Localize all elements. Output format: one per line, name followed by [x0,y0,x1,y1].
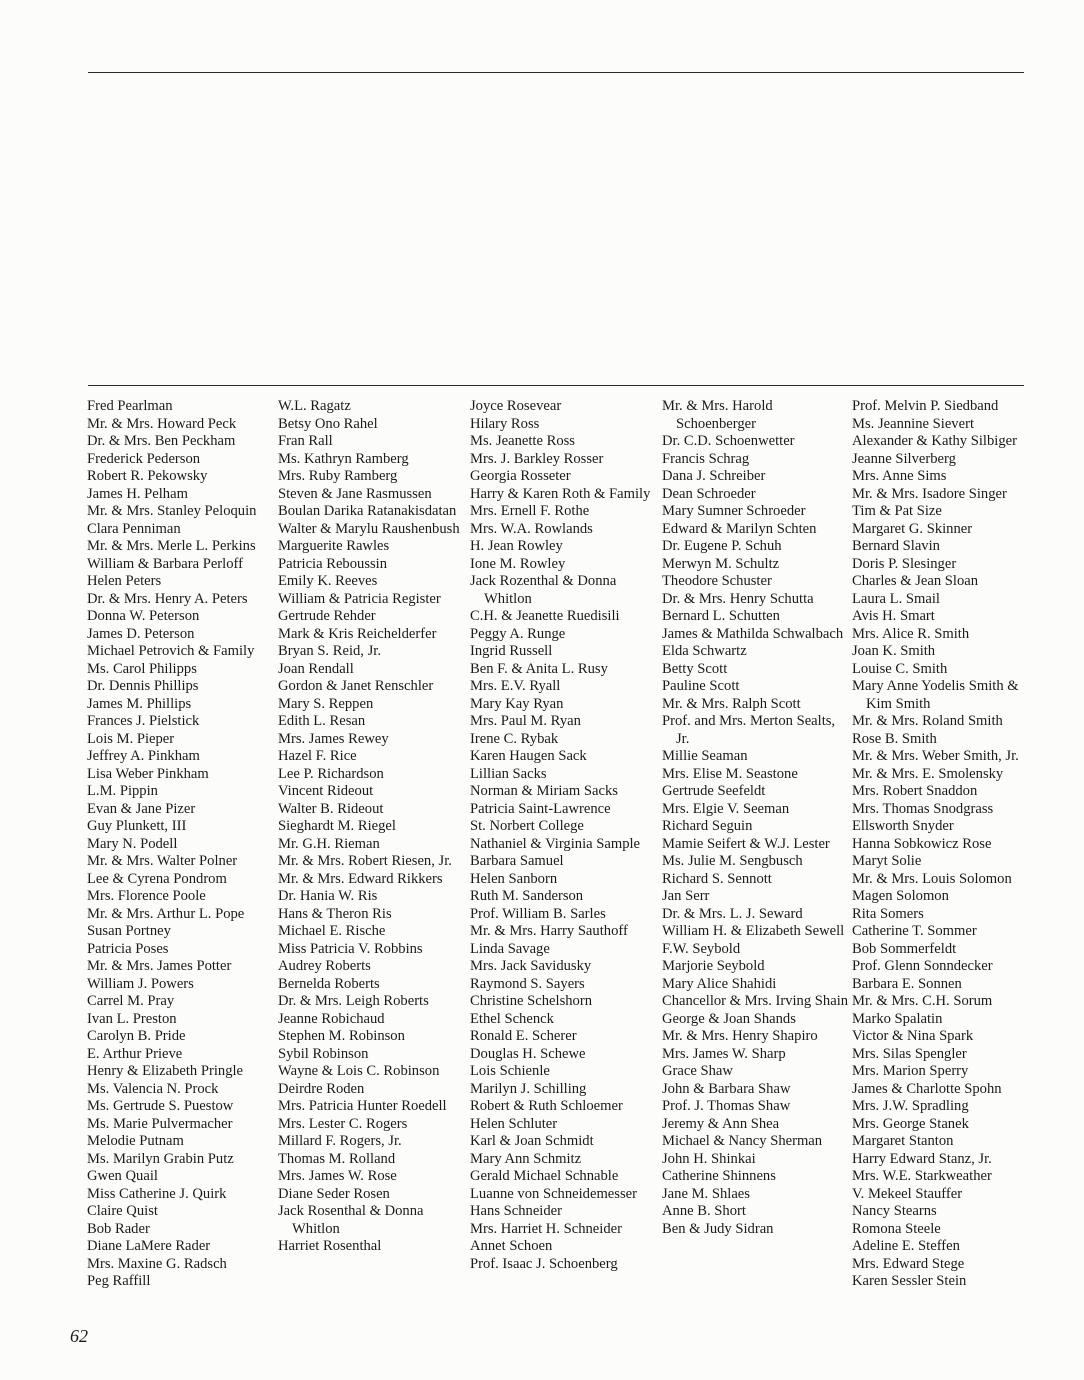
donor-name: Mary S. Reppen [278,695,374,712]
donor-name: Robert R. Pekowsky [87,468,208,484]
donor-name: Mrs. Maxine G. Radsch [87,1255,227,1272]
donor-name: Marko Spalatin [852,1010,943,1027]
donor-name: Margaret G. Skinner [852,520,973,537]
donor-name: Louise C. Smith [852,660,948,677]
donor-name: Prof. Glenn Sonndecker [852,958,993,974]
donor-name: Jeanne Robichaud [278,1010,385,1027]
donor-name: Barbara Samuel [470,853,564,869]
donor-name: Ben F. & Anita L. Rusy [470,660,608,677]
donor-name: Robert & Ruth Schloemer [470,1098,623,1114]
donor-name: Mr. & Mrs. Arthur L. Pope [87,905,245,922]
donor-name: Mrs. W.E. Starkweather [852,1168,992,1184]
donor-name: Bob Rader [87,1220,150,1237]
donor-name: Rita Somers [852,905,924,922]
donor-name: Theodore Schuster [662,573,772,589]
donor-name: Elda Schwartz [662,643,747,659]
donor-name: Lisa Weber Pinkham [87,765,209,782]
donor-name: Marjorie Seybold [662,958,765,974]
donor-name: Hilary Ross [470,415,540,432]
donor-name: Lois M. Pieper [87,730,175,747]
donor-name: Norman & Miriam Sacks [470,783,618,799]
donor-name: Prof. and Mrs. Merton Sealts, Jr. [662,713,836,747]
donor-name: Raymond S. Sayers [470,975,585,992]
donor-name: Mr. & Mrs. Weber Smith, Jr. [852,748,1019,764]
donor-name: Mrs. Marion Sperry [852,1063,969,1079]
donor-name: Mrs. W.A. Rowlands [470,520,593,537]
donor-column-2 [278,398,466,1256]
donor-name: Merwyn M. Schultz [662,555,780,572]
donor-name: Ms. Carol Philipps [87,660,197,677]
donor-name: Mary N. Podell [87,835,178,852]
donor-name: Mr. & Mrs. Edward Rikkers [278,870,443,887]
donor-name: Dr. & Mrs. Leigh Roberts [278,993,429,1009]
donor-name: Dana J. Schreiber [662,468,766,484]
donor-name: Mr. & Mrs. Harry Sauthoff [470,923,628,939]
donor-name: L.M. Pippin [87,783,158,799]
donor-name: Gwen Quail [87,1168,158,1184]
donor-name: Ethel Schenck [470,1010,554,1027]
donor-name: Dr. Hania W. Ris [278,888,378,904]
donor-name: Stephen M. Robinson [278,1028,405,1044]
donor-name: Hazel F. Rice [278,748,357,764]
donor-name: Fran Rall [278,433,333,449]
donor-name: Romona Steele [852,1220,941,1237]
donor-name: Michael E. Rische [278,923,386,939]
donor-name: Ronald E. Scherer [470,1028,577,1044]
section-rule [88,385,1024,386]
donor-name: F.W. Seybold [662,940,741,957]
donor-name: Gertrude Seefeldt [662,783,766,799]
donor-name: Margaret Stanton [852,1133,954,1149]
donor-name: Wayne & Lois C. Robinson [278,1063,440,1079]
donor-name: Audrey Roberts [278,958,371,974]
donor-name: Patricia Reboussin [278,555,388,572]
donor-name: Dr. Eugene P. Schuh [662,538,782,554]
donor-name: James & Charlotte Spohn [852,1080,1002,1097]
donor-name: Mamie Seifert & W.J. Lester [662,835,830,852]
donor-name: Dr. Dennis Phillips [87,678,199,694]
donor-name: Richard Seguin [662,818,753,834]
donor-name: Boulan Darika Ratanakisdatan [278,503,457,519]
donor-name: Jeremy & Ann Shea [662,1115,780,1132]
donor-name: Prof. William B. Sarles [470,905,606,922]
donor-name: Pauline Scott [662,678,740,694]
donor-name: Francis Schrag [662,450,750,467]
donor-name: Laura L. Smail [852,590,940,607]
donor-name: Millard F. Rogers, Jr. [278,1133,402,1149]
donor-name: Mr. & Mrs. C.H. Sorum [852,993,993,1009]
donor-name: St. Norbert College [470,818,584,834]
donor-name: C.H. & Jeanette Ruedisili [470,608,620,624]
donor-name: Betsy Ono Rahel [278,415,378,432]
donor-name: Ms. Valencia N. Prock [87,1080,219,1097]
donor-name: Lee & Cyrena Pondrom [87,870,227,887]
donor-name: Steven & Jane Rasmussen [278,485,432,502]
donor-name: V. Mekeel Stauffer [852,1185,963,1202]
donor-name: Miss Catherine J. Quirk [87,1185,227,1202]
donor-name: Gordon & Janet Renschler [278,678,434,694]
donor-name: Bryan S. Reid, Jr. [278,643,381,659]
donor-name: John & Barbara Shaw [662,1080,791,1097]
donor-name: Mrs. J.W. Spradling [852,1098,969,1114]
donor-name: Mr. & Mrs. Louis Solomon [852,870,1012,887]
donor-name: William J. Powers [87,975,194,992]
donor-name: Frederick Pederson [87,450,201,467]
donor-name: Prof. Melvin P. Siedband [852,398,999,414]
donor-name: Melodie Putnam [87,1133,184,1149]
donor-name: Dr. C.D. Schoenwetter [662,433,795,449]
donor-name: Helen Peters [87,573,162,589]
donor-name: Ms. Kathryn Ramberg [278,450,409,467]
donor-name: Karen Haugen Sack [470,748,587,764]
donor-name: Doris P. Slesinger [852,555,957,572]
donor-name: Mrs. Elgie V. Seeman [662,800,790,817]
donor-name: Barbara E. Sonnen [852,975,962,992]
donor-name: Evan & Jane Pizer [87,800,196,817]
donor-name: Jeffrey A. Pinkham [87,748,200,764]
donor-name: Mrs. Lester C. Rogers [278,1115,408,1132]
donor-name: Adeline E. Steffen [852,1238,960,1254]
donor-name: Patricia Poses [87,940,169,957]
donor-name: William & Patricia Register [278,590,441,607]
donor-name: Mrs. Patricia Hunter Roedell [278,1098,447,1114]
donor-name: E. Arthur Prieve [87,1045,183,1062]
donor-name: Jeanne Silverberg [852,450,956,467]
donor-name: Marilyn J. Schilling [470,1080,587,1097]
donor-name: Luanne von Schneidemesser [470,1185,637,1202]
donor-name: Emily K. Reeves [278,573,378,589]
donor-name: Mrs. E.V. Ryall [470,678,561,694]
donor-name: Walter & Marylu Raushenbush [278,520,460,537]
donor-name: Mr. & Mrs. Stanley Peloquin [87,503,257,519]
donor-name: Mary Sumner Schroeder [662,503,806,519]
donor-name: Jane M. Shlaes [662,1185,750,1202]
donor-name: Mr. & Mrs. Isadore Singer [852,485,1007,502]
donor-name: Ms. Gertrude S. Puestow [87,1098,234,1114]
donor-name: Mary Kay Ryan [470,695,564,712]
donor-name: Donna W. Peterson [87,608,200,624]
donor-name: Mrs. Robert Snaddon [852,783,978,799]
donor-name: Mr. & Mrs. Merle L. Perkins [87,538,256,554]
donor-name: Gerald Michael Schnable [470,1168,619,1184]
donor-name: Annet Schoen [470,1238,553,1254]
donor-name: Clara Penniman [87,520,181,537]
donor-name: Ellsworth Snyder [852,818,954,834]
donor-name: Karl & Joan Schmidt [470,1133,594,1149]
donor-name: Mrs. James Rewey [278,730,389,747]
donor-name: Bob Sommerfeldt [852,940,957,957]
donor-name: H. Jean Rowley [470,538,563,554]
donor-name: Chancellor & Mrs. Irving Shain [662,993,849,1009]
donor-name: Mark & Kris Reichelderfer [278,625,437,642]
donor-name: Patricia Saint-Lawrence [470,800,611,817]
donor-name: Catherine Shinnens [662,1168,776,1184]
donor-name: Mrs. Thomas Snodgrass [852,800,994,817]
donor-name: Mary Alice Shahidi [662,975,777,992]
donor-name: Mr. & Mrs. Henry Shapiro [662,1028,818,1044]
donor-name: Mr. & Mrs. Robert Riesen, Jr. [278,853,452,869]
donor-name: Lillian Sacks [470,765,547,782]
donor-name: Mrs. James W. Rose [278,1168,397,1184]
donor-name: Catherine T. Sommer [852,923,977,939]
donor-name: Mrs. Elise M. Seastone [662,765,798,782]
page-number: 62 [70,1326,88,1346]
donor-name: Mary Anne Yodelis Smith & Kim Smith [852,678,1019,712]
donor-name: Charles & Jean Sloan [852,573,979,589]
donor-name: Mr. & Mrs. Harold Schoenberger [662,398,773,432]
donor-name: Magen Solomon [852,888,949,904]
donor-name: Hans & Theron Ris [278,905,392,922]
donor-name: Peg Raffill [87,1273,151,1289]
donor-name: Walter B. Rideout [278,800,384,817]
donor-name: Dr. & Mrs. Henry Schutta [662,590,814,607]
donor-name: Christine Schelshorn [470,993,593,1009]
donor-name: Miss Patricia V. Robbins [278,940,423,957]
donor-name: Joan Rendall [278,660,354,677]
donor-name: Ivan L. Preston [87,1010,177,1027]
donor-column-1 [87,398,275,1291]
donor-name: George & Joan Shands [662,1010,796,1027]
donor-name: Douglas H. Schewe [470,1045,586,1062]
donor-name: Mr. & Mrs. Howard Peck [87,415,237,432]
donor-name: Harry Edward Stanz, Jr. [852,1150,992,1167]
donor-name: John H. Shinkai [662,1150,756,1167]
donor-name: James & Mathilda Schwalbach [662,625,844,642]
donor-name: Nathaniel & Virginia Sample [470,835,641,852]
donor-name: Betty Scott [662,660,728,677]
donor-name: Mrs. Edward Stege [852,1255,965,1272]
donor-name: William & Barbara Perloff [87,555,243,572]
donor-name: Maryt Solie [852,853,922,869]
donor-name: Mrs. Ernell F. Rothe [470,503,590,519]
donor-name: Joyce Rosevear [470,398,562,414]
donor-name: Dr. & Mrs. Henry A. Peters [87,590,248,607]
donor-name: Tim & Pat Size [852,503,942,519]
top-rule [88,72,1024,73]
donor-name: Mr. & Mrs. James Potter [87,958,232,974]
donor-name: Mrs. Anne Sims [852,468,947,484]
donor-name: Dr. & Mrs. L. J. Seward [662,905,803,922]
donor-name: Marguerite Rawles [278,538,390,554]
donor-name: Mrs. George Stanek [852,1115,969,1132]
donor-column-4 [662,398,850,1238]
donor-name: Bernard Slavin [852,538,940,554]
donor-name: William H. & Elizabeth Sewell [662,923,845,939]
donor-name: Michael & Nancy Sherman [662,1133,823,1149]
donor-name: Mrs. Florence Poole [87,888,206,904]
donor-name: Edward & Marilyn Schten [662,520,817,537]
donor-name: Ms. Jeannine Sievert [852,415,974,432]
donor-name: Ben & Judy Sidran [662,1220,774,1237]
donor-name: Hanna Sobkowicz Rose [852,835,992,852]
donor-name: Mrs. Ruby Ramberg [278,468,398,484]
donor-name: Edith L. Resan [278,713,366,729]
donor-name: Millie Seaman [662,748,748,764]
donor-name: Frances J. Pielstick [87,713,200,729]
donor-name: Mr. & Mrs. Roland Smith [852,713,1003,729]
donor-name: Thomas M. Rolland [278,1150,396,1167]
donor-name: Helen Schluter [470,1115,558,1132]
donor-name: Ms. Jeanette Ross [470,433,575,449]
donor-name: Jack Rozenthal & Donna Whitlon [470,573,617,607]
donor-column-5 [852,398,1032,1291]
donor-name: Michael Petrovich & Family [87,643,255,659]
donor-name: Deirdre Roden [278,1080,365,1097]
donor-name: Peggy A. Runge [470,625,566,642]
donor-name: W.L. Ragatz [278,398,351,414]
donor-name: Anne B. Short [662,1203,746,1219]
donor-name: Harry & Karen Roth & Family [470,485,651,502]
donor-name: Karen Sessler Stein [852,1273,967,1289]
donor-name: Bernelda Roberts [278,975,380,992]
donor-name: Mr. G.H. Rieman [278,835,380,852]
donor-name: Dr. & Mrs. Ben Peckham [87,433,236,449]
donor-name: Ms. Marilyn Grabin Putz [87,1150,234,1167]
donor-name: Ingrid Russell [470,643,553,659]
donor-name: Dean Schroeder [662,485,756,502]
donor-name: Richard S. Sennott [662,870,772,887]
donor-name: Guy Plunkett, III [87,818,187,834]
donor-name: Lois Schienle [470,1063,550,1079]
donor-name: James H. Pelham [87,485,188,502]
donor-name: Victor & Nina Spark [852,1028,974,1044]
donor-name: Mrs. James W. Sharp [662,1045,786,1062]
donor-name: Ms. Marie Pulvermacher [87,1115,233,1132]
donor-name: Henry & Elizabeth Pringle [87,1063,244,1079]
donor-name: Sieghardt M. Riegel [278,818,396,834]
donor-name: Carolyn B. Pride [87,1028,186,1044]
donor-name: Lee P. Richardson [278,765,384,782]
donor-column-3 [470,398,658,1273]
donor-name: Jan Serr [662,888,710,904]
donor-name: Mrs. Harriet H. Schneider [470,1220,622,1237]
donor-name: Irene C. Rybak [470,730,559,747]
donor-name: Susan Portney [87,923,171,939]
donor-name: Mr. & Mrs. Ralph Scott [662,695,801,712]
donor-name: Harriet Rosenthal [278,1238,382,1254]
donor-name: Ione M. Rowley [470,555,566,572]
donor-name: Carrel M. Pray [87,993,175,1009]
donor-name: Mary Ann Schmitz [470,1150,582,1167]
donor-name: Diane LaMere Rader [87,1238,211,1254]
donor-name: Mrs. Alice R. Smith [852,625,970,642]
donor-name: James M. Phillips [87,695,192,712]
donor-name: Mrs. J. Barkley Rosser [470,450,604,467]
donor-name: Ms. Julie M. Sengbusch [662,853,803,869]
donor-name: Prof. Isaac J. Schoenberg [470,1255,618,1272]
donor-name: Linda Savage [470,940,550,957]
donor-name: Gertrude Rehder [278,608,376,624]
donor-name: Jack Rosenthal & Donna Whitlon [278,1203,424,1237]
donor-name: Mrs. Jack Savidusky [470,958,592,974]
donor-name: Avis H. Smart [852,608,935,624]
donor-name: Prof. J. Thomas Shaw [662,1098,791,1114]
donor-name: Hans Schneider [470,1203,562,1219]
donor-name: Georgia Rosseter [470,468,571,484]
donor-name: Joan K. Smith [852,643,936,659]
donor-name: James D. Peterson [87,625,195,642]
donor-name: Mr. & Mrs. E. Smolensky [852,765,1004,782]
donor-name: Grace Shaw [662,1063,733,1079]
donor-name: Rose B. Smith [852,730,937,747]
donor-name: Vincent Rideout [278,783,374,799]
donor-name: Diane Seder Rosen [278,1185,390,1202]
donor-name: Alexander & Kathy Silbiger [852,433,1017,449]
donor-name: Helen Sanborn [470,870,558,887]
donor-name: Nancy Stearns [852,1203,937,1219]
donor-name: Sybil Robinson [278,1045,369,1062]
donor-name: Bernard L. Schutten [662,608,780,624]
donor-name: Mrs. Silas Spengler [852,1045,967,1062]
donor-name: Claire Quist [87,1203,158,1219]
donor-name: Fred Pearlman [87,398,173,414]
donor-name: Ruth M. Sanderson [470,888,584,904]
donor-name: Mr. & Mrs. Walter Polner [87,853,238,869]
donor-name: Mrs. Paul M. Ryan [470,713,581,729]
